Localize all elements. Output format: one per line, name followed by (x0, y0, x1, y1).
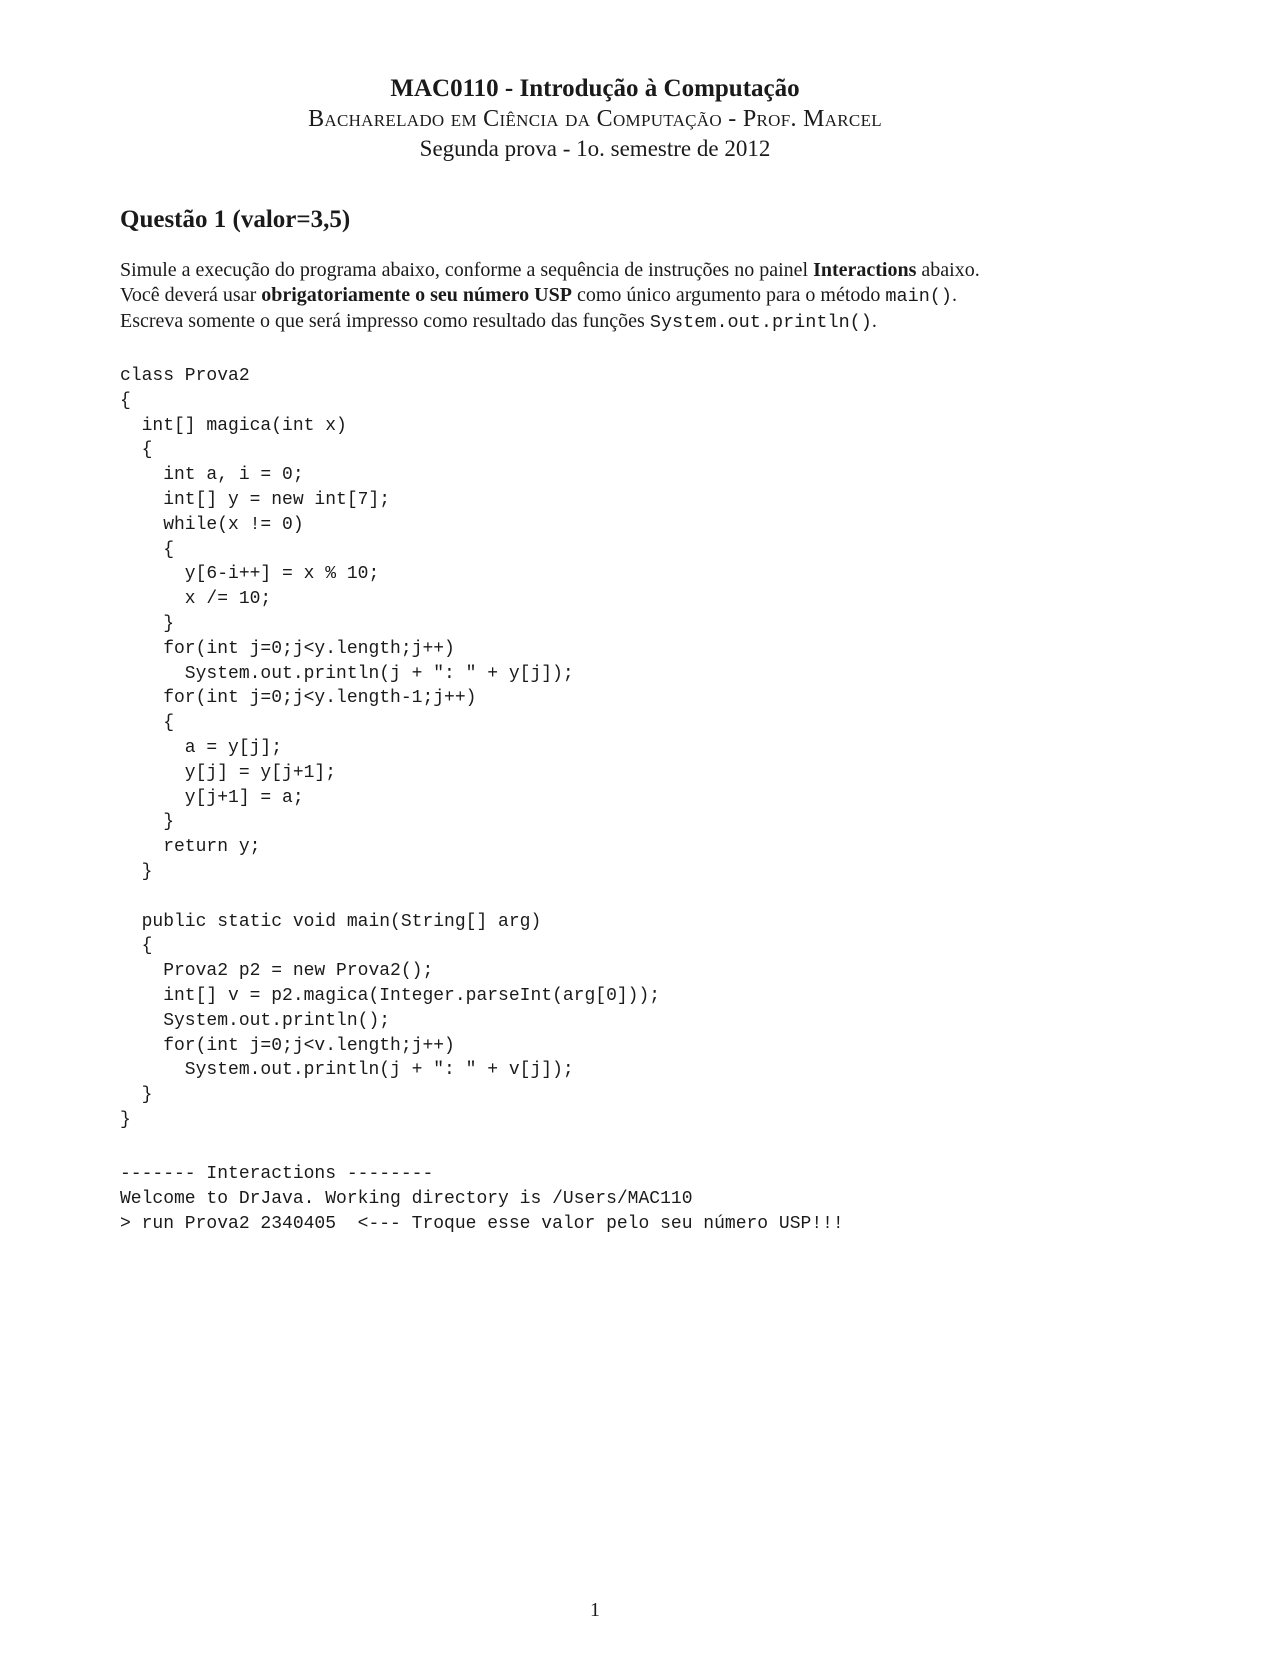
interactions-line: > run Prova2 2340405 <--- Troque esse valor pelo seu número USP!!! (120, 1214, 844, 1234)
code-line: } (120, 1109, 131, 1130)
code-line: } (120, 812, 175, 833)
instruction-bold: obrigatoriamente o seu número USP (261, 284, 572, 306)
code-line: int[] magica(int x) (120, 415, 347, 436)
instruction-text: Escreva somente o que será impresso como resultado das funções (120, 310, 650, 332)
instruction-text: como único argumento para o método (571, 284, 886, 306)
code-line: System.out.println(j + ": " + y[j]); (120, 663, 574, 684)
code-line: System.out.println(); (120, 1010, 391, 1031)
code-line: System.out.println(j + ": " + v[j]); (120, 1060, 574, 1081)
code-listing (120, 364, 660, 1133)
interactions-panel (120, 1162, 844, 1237)
question-title: Questão 1 (valor=3,5) (120, 206, 351, 233)
code-line: for(int j=0;j<v.length;j++) (120, 1035, 455, 1056)
document-header (0, 74, 1190, 164)
code-line: class Prova2 (120, 366, 250, 386)
interactions-line: ------- Interactions -------- (120, 1164, 434, 1184)
code-line: while(x != 0) (120, 514, 304, 535)
code-line: { (120, 936, 153, 957)
code-line: x /= 10; (120, 589, 272, 610)
code-line: y[6-i++] = x % 10; (120, 564, 380, 585)
course-subtitle: Bacharelado em Ciência da Computação - Prof. Marcel (308, 106, 882, 132)
instruction-line-1 (120, 258, 1180, 283)
code-line: for(int j=0;j<y.length-1;j++) (120, 688, 477, 709)
instruction-text: . (871, 310, 877, 332)
code-line: y[j] = y[j+1]; (120, 762, 337, 783)
interactions-line: Welcome to DrJava. Working directory is /Users/MAC110 (120, 1189, 693, 1209)
code-line: return y; (120, 837, 261, 858)
code-line: public static void main(String[] arg) (120, 911, 542, 932)
page-number: 1 (590, 1599, 600, 1621)
instruction-code: System.out.println() (649, 312, 872, 333)
code-line: int[] v = p2.magica(Integer.parseInt(arg[0])); (120, 985, 661, 1006)
code-line: { (120, 390, 131, 411)
instruction-text: Simule a execução do programa abaixo, conforme a sequência de instruções no painel (120, 259, 814, 281)
instruction-text: Você deverá usar (120, 284, 262, 306)
instruction-text: . (952, 284, 958, 306)
code-line: int[] y = new int[7]; (120, 489, 391, 510)
code-line: } (120, 861, 153, 882)
instruction-line-2 (120, 283, 1180, 309)
code-line: { (120, 713, 175, 734)
code-line: { (120, 440, 153, 461)
instruction-text: abaixo. (916, 259, 980, 281)
code-line: int a, i = 0; (120, 465, 304, 486)
code-line: Prova2 p2 = new Prova2(); (120, 961, 434, 982)
code-line: for(int j=0;j<y.length;j++) (120, 638, 455, 659)
exam-info: Segunda prova - 1o. semestre de 2012 (419, 136, 771, 161)
code-line: a = y[j]; (120, 737, 283, 758)
instruction-code: main() (885, 286, 953, 307)
code-line: y[j+1] = a; (120, 787, 304, 808)
course-title: MAC0110 - Introdução à Computação (390, 75, 800, 102)
question-instructions (120, 258, 1180, 335)
code-line: { (120, 539, 175, 560)
instruction-bold: Interactions (813, 259, 917, 281)
code-line: } (120, 1085, 153, 1106)
code-line: } (120, 613, 175, 634)
instruction-line-3 (120, 309, 1180, 335)
